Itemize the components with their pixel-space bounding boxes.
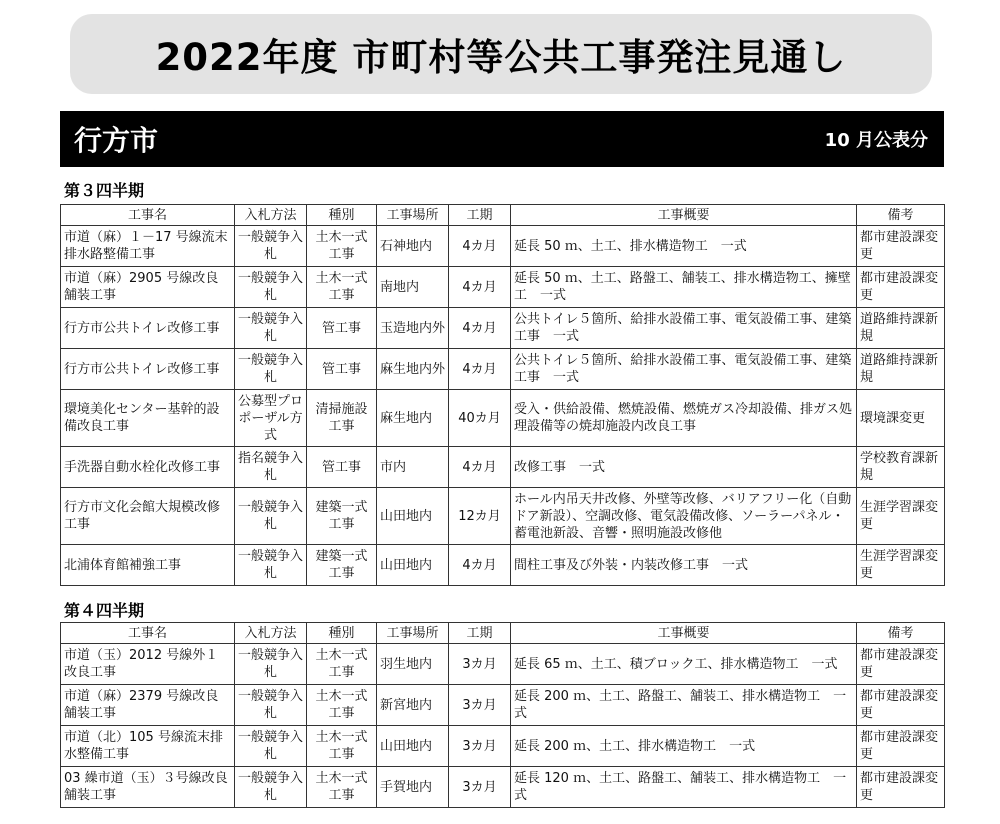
col-location-cell: 市内: [377, 447, 449, 488]
section-label: 第３四半期: [64, 181, 145, 200]
header-col-name: 工事名: [61, 623, 235, 644]
table-row: [61, 447, 945, 488]
col-name-cell: 03 繰市道（玉）３号線改良舗装工事: [61, 767, 235, 808]
col-type-cell: 土木一式工事: [307, 644, 377, 685]
col-bid-method-cell: 一般競争入札: [235, 267, 307, 308]
works-table: [60, 622, 945, 808]
col-period-cell: 3カ月: [449, 767, 511, 808]
col-summary-cell: 受入・供給設備、燃焼設備、燃焼ガス冷却設備、排ガス処理設備等の焼却施設内改良工事: [511, 390, 857, 447]
col-note-cell: 都市建設課変更: [857, 267, 945, 308]
col-bid-method-cell: 指名競争入札: [235, 447, 307, 488]
table-row: [61, 644, 945, 685]
city-banner: [60, 111, 944, 167]
col-period-cell: 3カ月: [449, 685, 511, 726]
col-bid-method-cell: 一般競争入札: [235, 308, 307, 349]
table-header-row: [61, 623, 945, 644]
col-summary-cell: 延長 65 ｍ、土工、積ブロック工、排水構造物工 一式: [511, 644, 857, 685]
col-type-cell: 清掃施設工事: [307, 390, 377, 447]
header-col-summary: 工事概要: [511, 205, 857, 226]
header-col-note: 備考: [857, 205, 945, 226]
header-col-note: 備考: [857, 623, 945, 644]
city-name: 行方市: [74, 124, 159, 157]
col-name-cell: 市道（玉）2012 号線外１改良工事: [61, 644, 235, 685]
col-bid-method-cell: 一般競争入札: [235, 488, 307, 545]
col-period-cell: 4カ月: [449, 447, 511, 488]
col-location-cell: 南地内: [377, 267, 449, 308]
col-note-cell: 道路維持課新規: [857, 349, 945, 390]
col-note-cell: 生涯学習課変更: [857, 545, 945, 586]
col-bid-method-cell: 一般競争入札: [235, 349, 307, 390]
works-table: [60, 204, 945, 586]
col-period-cell: 4カ月: [449, 226, 511, 267]
col-type-cell: 建築一式工事: [307, 488, 377, 545]
col-note-cell: 都市建設課変更: [857, 726, 945, 767]
col-bid-method-cell: 一般競争入札: [235, 545, 307, 586]
col-location-cell: 麻生地内: [377, 390, 449, 447]
col-period-cell: 40カ月: [449, 390, 511, 447]
col-bid-method-cell: 一般競争入札: [235, 726, 307, 767]
col-summary-cell: 公共トイレ５箇所、給排水設備工事、電気設備工事、建築工事 一式: [511, 308, 857, 349]
col-bid-method-cell: 公募型プロポーザル方式: [235, 390, 307, 447]
col-location-cell: 山田地内: [377, 545, 449, 586]
col-location-cell: 山田地内: [377, 726, 449, 767]
col-period-cell: 3カ月: [449, 644, 511, 685]
col-bid-method-cell: 一般競争入札: [235, 226, 307, 267]
table-row: [61, 226, 945, 267]
col-name-cell: 環境美化センター基幹的設備改良工事: [61, 390, 235, 447]
header-col-bid-method: 入札方法: [235, 623, 307, 644]
col-period-cell: 4カ月: [449, 267, 511, 308]
header-col-bid-method: 入札方法: [235, 205, 307, 226]
table-header-row: [61, 205, 945, 226]
header-col-type: 種別: [307, 623, 377, 644]
col-period-cell: 3カ月: [449, 726, 511, 767]
col-note-cell: 都市建設課変更: [857, 226, 945, 267]
header-col-location: 工事場所: [377, 205, 449, 226]
col-location-cell: 新宮地内: [377, 685, 449, 726]
col-bid-method-cell: 一般競争入札: [235, 685, 307, 726]
col-summary-cell: 延長 200 ｍ、土工、路盤工、舗装工、排水構造物工 一式: [511, 685, 857, 726]
col-type-cell: 土木一式工事: [307, 267, 377, 308]
header-col-type: 種別: [307, 205, 377, 226]
header-col-location: 工事場所: [377, 623, 449, 644]
col-bid-method-cell: 一般競争入札: [235, 767, 307, 808]
col-summary-cell: 公共トイレ５箇所、給排水設備工事、電気設備工事、建築工事 一式: [511, 349, 857, 390]
published-label: 10 月公表分: [824, 130, 928, 151]
col-name-cell: 行方市公共トイレ改修工事: [61, 349, 235, 390]
col-note-cell: 生涯学習課変更: [857, 488, 945, 545]
table-row: [61, 349, 945, 390]
section-label: 第４四半期: [64, 601, 145, 620]
col-name-cell: 市道（北）105 号線流末排水整備工事: [61, 726, 235, 767]
col-type-cell: 管工事: [307, 447, 377, 488]
col-type-cell: 管工事: [307, 308, 377, 349]
col-name-cell: 市道（麻）2905 号線改良舗装工事: [61, 267, 235, 308]
col-summary-cell: 延長 50 ｍ、土工、路盤工、舗装工、排水構造物工、擁壁工 一式: [511, 267, 857, 308]
col-bid-method-cell: 一般競争入札: [235, 644, 307, 685]
col-period-cell: 4カ月: [449, 308, 511, 349]
col-note-cell: 環境課変更: [857, 390, 945, 447]
table-row: [61, 685, 945, 726]
col-note-cell: 都市建設課変更: [857, 644, 945, 685]
col-period-cell: 4カ月: [449, 545, 511, 586]
table-row: [61, 308, 945, 349]
col-name-cell: 北浦体育館補強工事: [61, 545, 235, 586]
col-location-cell: 羽生地内: [377, 644, 449, 685]
header-col-summary: 工事概要: [511, 623, 857, 644]
col-summary-cell: 延長 200 ｍ、土工、排水構造物工 一式: [511, 726, 857, 767]
col-summary-cell: 間柱工事及び外装・内装改修工事 一式: [511, 545, 857, 586]
col-location-cell: 麻生地内外: [377, 349, 449, 390]
col-name-cell: 市道（麻）2379 号線改良舗装工事: [61, 685, 235, 726]
col-type-cell: 管工事: [307, 349, 377, 390]
col-location-cell: 玉造地内外: [377, 308, 449, 349]
table-row: [61, 545, 945, 586]
col-note-cell: 道路維持課新規: [857, 308, 945, 349]
col-note-cell: 学校教育課新規: [857, 447, 945, 488]
col-summary-cell: 改修工事 一式: [511, 447, 857, 488]
col-period-cell: 4カ月: [449, 349, 511, 390]
col-location-cell: 山田地内: [377, 488, 449, 545]
col-type-cell: 建築一式工事: [307, 545, 377, 586]
col-location-cell: 手賀地内: [377, 767, 449, 808]
col-summary-cell: 延長 120 ｍ、土工、路盤工、舗装工、排水構造物工 一式: [511, 767, 857, 808]
table-row: [61, 726, 945, 767]
col-note-cell: 都市建設課変更: [857, 767, 945, 808]
table-row: [61, 267, 945, 308]
col-type-cell: 土木一式工事: [307, 726, 377, 767]
header-col-name: 工事名: [61, 205, 235, 226]
table-row: [61, 488, 945, 545]
col-name-cell: 行方市公共トイレ改修工事: [61, 308, 235, 349]
header-col-period: 工期: [449, 623, 511, 644]
col-type-cell: 土木一式工事: [307, 767, 377, 808]
table-row: [61, 390, 945, 447]
page-title: 2022年度 市町村等公共工事発注見通し: [155, 36, 847, 79]
col-name-cell: 手洗器自動水栓化改修工事: [61, 447, 235, 488]
header-col-period: 工期: [449, 205, 511, 226]
title-box: [70, 14, 932, 94]
col-name-cell: 市道（麻）１－17 号線流末排水路整備工事: [61, 226, 235, 267]
col-location-cell: 石神地内: [377, 226, 449, 267]
col-period-cell: 12カ月: [449, 488, 511, 545]
col-summary-cell: ホール内吊天井改修、外壁等改修、バリアフリー化（自動ドア新設）、空調改修、電気設備改修、ソーラーパネル・蓄電池新設、音響・照明施設改修他: [511, 488, 857, 545]
col-summary-cell: 延長 50 ｍ、土工、排水構造物工 一式: [511, 226, 857, 267]
table-row: [61, 767, 945, 808]
col-name-cell: 行方市文化会館大規模改修工事: [61, 488, 235, 545]
col-type-cell: 土木一式工事: [307, 226, 377, 267]
col-type-cell: 土木一式工事: [307, 685, 377, 726]
col-note-cell: 都市建設課変更: [857, 685, 945, 726]
